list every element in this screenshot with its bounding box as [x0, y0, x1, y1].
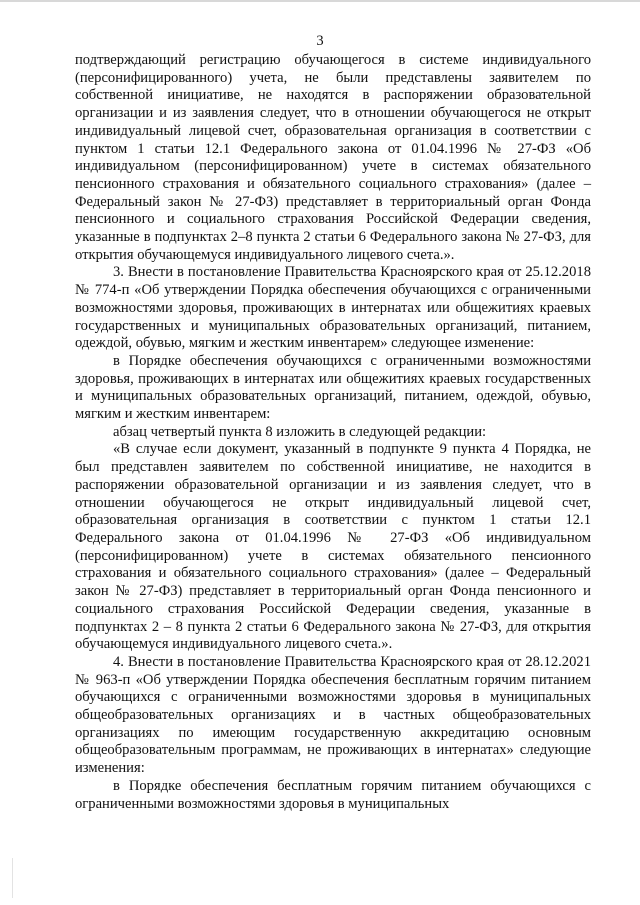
scan-left-edge-mark [0, 858, 13, 898]
page-number: 3 [316, 33, 324, 49]
paragraph-continuation: подтверждающий регистрацию обучающегося в системе индивидуального (персонифицированного) учета, не были представлены заявителем по собственной инициативе, не находятся в распоряжении образовательной организации и из заявления следует, что в отношении обучающегося не открыт индивидуальный лицевой счет, образовательная организация в соответствии с пунктом 1 статьи 12.1 Федерального закона от 01.04.1996 № 27-ФЗ «Об индивидуальном (персонифицированном) учете в системах обязательного пенсионного страхования и обязательного социального страхования» (далее – Федеральный закон № 27-ФЗ) представляет в территориальный орган Фонда пенсионного и социального страхования Российской Федерации сведения, указанные в подпунктах 2–8 пункта 2 статьи 6 Федерального закона № 27-ФЗ, для открытия обучающемуся индивидуального лицевого счета.». [75, 52, 591, 263]
document-body [75, 52, 591, 813]
scan-top-edge [0, 0, 640, 2]
paragraph-item-4: 4. Внести в постановление Правительства Красноярского края от 28.12.2021 № 963-п «Об утверждении Порядка обеспечения бесплатным горячим питанием обучающихся с ограниченными возможностями здоровья в муниципальных общеобразовательных организациях и в частных общеобразовательных организациях по имеющим государственную аккредитацию основным общеобразовательным программам, не проживающих в интернатах» следующие изменения: [75, 653, 591, 777]
paragraph-clause-instruction: абзац четвертый пункта 8 изложить в следующей редакции: [113, 423, 487, 440]
paragraph-order-change: в Порядке обеспечения обучающихся с ограниченными возможностями здоровья, проживающих в интернатах или общежитиях краевых государственных и муниципальных образовательных организаций, питанием, одеждой, обувью, мягким и жестким инвентарем: [75, 352, 591, 423]
paragraph-order-hot-meals: в Порядке обеспечения бесплатным горячим питанием обучающихся с ограниченными возможностями здоровья в муниципальных [75, 777, 591, 812]
paragraph-quoted-text: «В случае если документ, указанный в подпункте 9 пункта 4 Порядка, не был представлен заявителем по собственной инициативе, не находится в распоряжении образовательной организации и из заявления следует, что в отношении обучающегося не открыт индивидуальный лицевой счет, образовательная организация в соответствии с пунктом 1 статьи 12.1 Федерального закона от 01.04.1996 № 27-ФЗ «Об индивидуальном (персонифицированном) учете в системах обязательного пенсионного страхования и обязательного социального страхования» (далее – Федеральный закон № 27-ФЗ) представляет в территориальный орган Фонда пенсионного и социального страхования Российской Федерации сведения, указанные в подпунктах 2 – 8 пункта 2 статьи 6 Федерального закона № 27-ФЗ, для открытия обучающемуся индивидуального лицевого счета.». [75, 441, 591, 653]
paragraph-item-3: 3. Внести в постановление Правительства Красноярского края от 25.12.2018 № 774-п «Об утверждении Порядка обеспечения обучающихся с ограниченными возможностями здоровья, проживающих в интернатах или общежитиях краевых государственных и муниципальных образовательных организаций, питанием, одеждой, обувью, мягким и жестким инвентарем» следующее изменение: [75, 264, 591, 352]
